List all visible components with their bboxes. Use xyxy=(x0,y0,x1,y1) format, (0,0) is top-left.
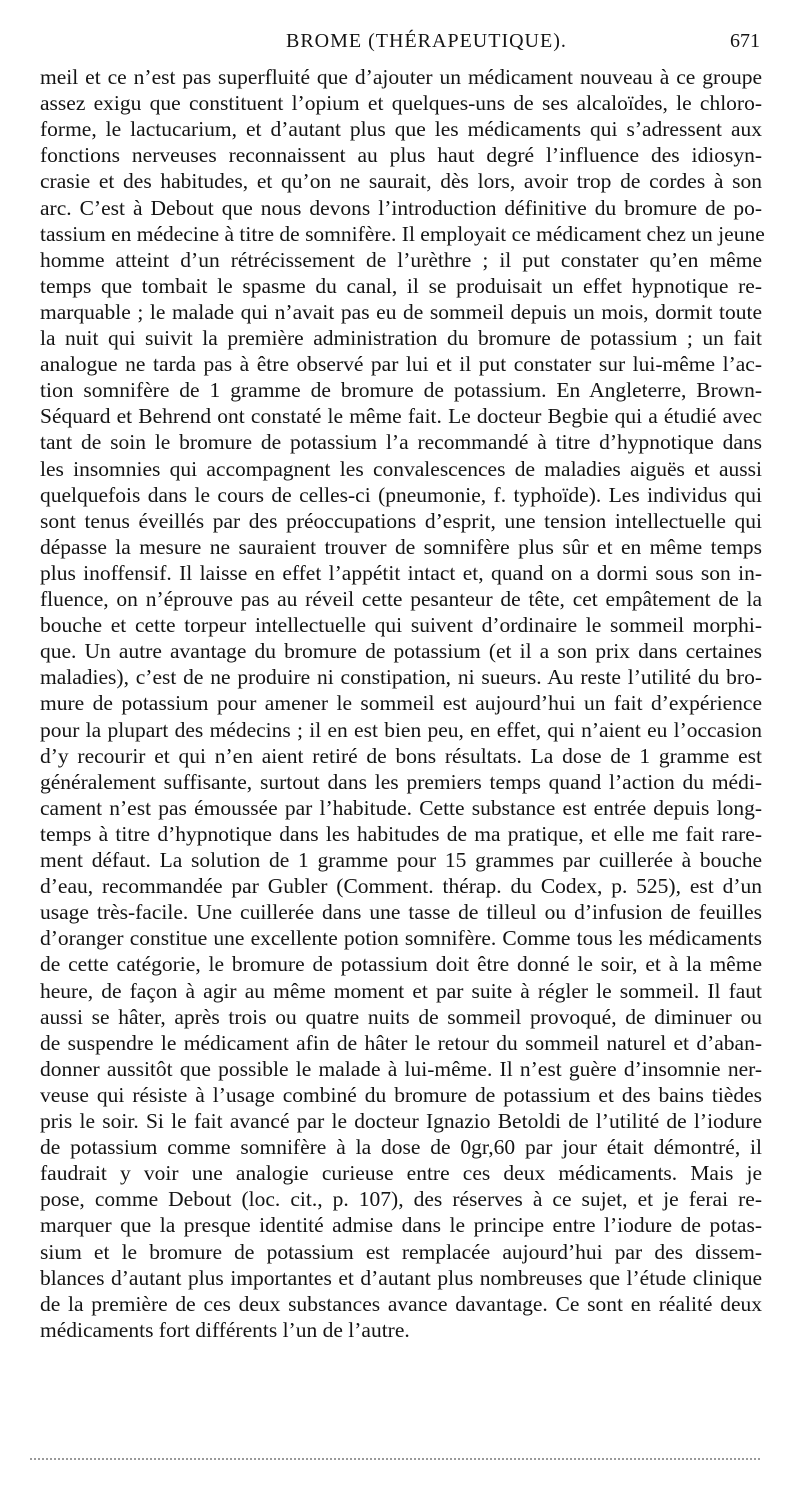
text-line: assez exigu que constituent l’opium et quelques-uns de ses alcaloïdes, le chloro- xyxy=(40,91,762,115)
text-line: tassium en médecine à titre de somnifère. Il employait ce médicament chez un jeune xyxy=(40,222,765,246)
text-line: la nuit qui suivit la première administration du bromure de potassium ; un fait xyxy=(40,326,762,350)
text-line: de suspendre le médicament afin de hâter le retour du sommeil naturel et d’aban- xyxy=(40,1031,762,1055)
text-line: pose, comme Debout (loc. cit., p. 107), des réserves à ce sujet, et je ferai re- xyxy=(40,1187,762,1211)
text-line: meil et ce n’est pas superfluité que d’ajouter un médicament nouveau à ce groupe xyxy=(40,65,762,89)
text-line: analogue ne tarda pas à être observé par lui et il put constater sur lui-même l’ac- xyxy=(40,352,762,376)
text-line: crasie et des habitudes, et qu’on ne saurait, dès lors, avoir trop de cordes à son xyxy=(40,169,762,193)
text-line: bouche et cette torpeur intellectuelle qui suivent d’ordinaire le sommeil morphi- xyxy=(40,613,762,637)
text-line: fluence, on n’éprouve pas au réveil cette pesanteur de tête, cet empâtement de la xyxy=(40,587,762,611)
page-number: 671 xyxy=(730,30,760,52)
text-line: tion somnifère de 1 gramme de bromure de potassium. En Angleterre, Brown- xyxy=(40,378,762,402)
text-line: d’eau, recommandée par Gubler (Comment. thérap. du Codex, p. 525), est d’un xyxy=(40,874,762,898)
text-line: de la première de ces deux substances avance davantage. Ce sont en réalité deux xyxy=(40,1292,762,1316)
text-line: pris le soir. Si le fait avancé par le docteur Ignazio Betoldi de l’utilité de l’iodure xyxy=(40,1109,762,1133)
text-line: quelquefois dans le cours de celles-ci (pneumonie, f. typhoïde). Les individus qui xyxy=(40,483,762,507)
text-line: usage très-facile. Une cuillerée dans une tasse de tilleul ou d’infusion de feuilles xyxy=(40,900,762,924)
text-line: de cette catégorie, le bromure de potassium doit être donné le soir, et à la même xyxy=(40,952,762,976)
text-line: temps que tombait le spasme du canal, il se produisait un effet hypnotique re- xyxy=(40,274,762,298)
text-line: d’oranger constitue une excellente potion somnifère. Comme tous les médicaments xyxy=(40,926,762,950)
text-line: fonctions nerveuses reconnaissent au plus haut degré l’influence des idiosyn- xyxy=(40,143,762,167)
text-line: faudrait y voir une analogie curieuse entre ces deux médicaments. Mais je xyxy=(40,1161,762,1185)
text-line: dépasse la mesure ne sauraient trouver de somnifère plus sûr et en même temps xyxy=(40,535,762,559)
text-line: de potassium comme somnifère à la dose de 0gr,60 par jour était démontré, il xyxy=(40,1135,762,1159)
text-line: généralement suffisante, surtout dans les premiers temps quand l’action du médi- xyxy=(40,770,762,794)
text-line: que. Un autre avantage du bromure de potassium (et il a son prix dans certaines xyxy=(40,639,762,663)
text-line: les insomnies qui accompagnent les convalescences de maladies aiguës et aussi xyxy=(40,457,762,481)
text-line: arc. C’est à Debout que nous devons l’introduction définitive du bromure de po- xyxy=(40,196,762,220)
text-line: d’y recourir et qui n’en aient retiré de bons résultats. La dose de 1 gramme est xyxy=(40,744,762,768)
text-line: marquer que la presque identité admise dans le principe entre l’iodure de potas- xyxy=(40,1213,762,1237)
text-line: maladies), c’est de ne produire ni constipation, ni sueurs. Au reste l’utilité du bro- xyxy=(40,665,762,689)
text-line: sium et le bromure de potassium est remplacée aujourd’hui par des dissem- xyxy=(40,1240,762,1264)
running-title: BROME (THÉRAPEUTIQUE). xyxy=(286,30,567,52)
text-line: médicaments fort différents l’un de l’autre. xyxy=(40,1318,410,1342)
text-line: marquable ; le malade qui n’avait pas eu de sommeil depuis un mois, dormit toute xyxy=(40,300,762,324)
text-line: veuse qui résiste à l’usage combiné du bromure de potassium et des bains tièdes xyxy=(40,1083,762,1107)
text-line: mure de potassium pour amener le sommeil est aujourd’hui un fait d’expérience xyxy=(40,691,762,715)
text-line: homme atteint d’un rétrécissement de l’urèthre ; il put constater qu’en même xyxy=(40,248,762,272)
text-line: Séquard et Behrend ont constaté le même fait. Le docteur Begbie qui a étudié avec xyxy=(40,404,762,428)
text-line: cament n’est pas émoussée par l’habitude. Cette substance est entrée depuis long- xyxy=(40,796,762,820)
text-line: sont tenus éveillés par des préoccupations d’esprit, une tension intellectuelle qui xyxy=(40,509,762,533)
text-line: pour la plupart des médecins ; il en est bien peu, en effet, qui n’aient eu l’occasion xyxy=(40,718,762,742)
text-line: ment défaut. La solution de 1 gramme pour 15 grammes par cuillerée à bouche xyxy=(40,848,762,872)
footer-rule xyxy=(30,1458,760,1460)
text-line: temps à titre d’hypnotique dans les habitudes de ma pratique, et elle me fait rare- xyxy=(40,822,762,846)
text-line: blances d’autant plus importantes et d’autant plus nombreuses que l’étude clinique xyxy=(40,1266,762,1290)
text-line: aussi se hâter, après trois ou quatre nuits de sommeil provoqué, de diminuer ou xyxy=(40,1005,762,1029)
running-head xyxy=(0,30,800,56)
text-line: forme, le lactucarium, et d’autant plus que les médicaments qui s’adressent aux xyxy=(40,117,762,141)
text-line: plus inoffensif. Il laisse en effet l’appétit intact et, quand on a dormi sous son in- xyxy=(40,561,762,585)
text-line: donner aussitôt que possible le malade à lui-même. Il n’est guère d’insomnie ner- xyxy=(40,1057,762,1081)
text-line: tant de soin le bromure de potassium l’a recommandé à titre d’hypnotique dans xyxy=(40,430,762,454)
text-line: heure, de façon à agir au même moment et par suite à régler le sommeil. Il faut xyxy=(40,979,762,1003)
